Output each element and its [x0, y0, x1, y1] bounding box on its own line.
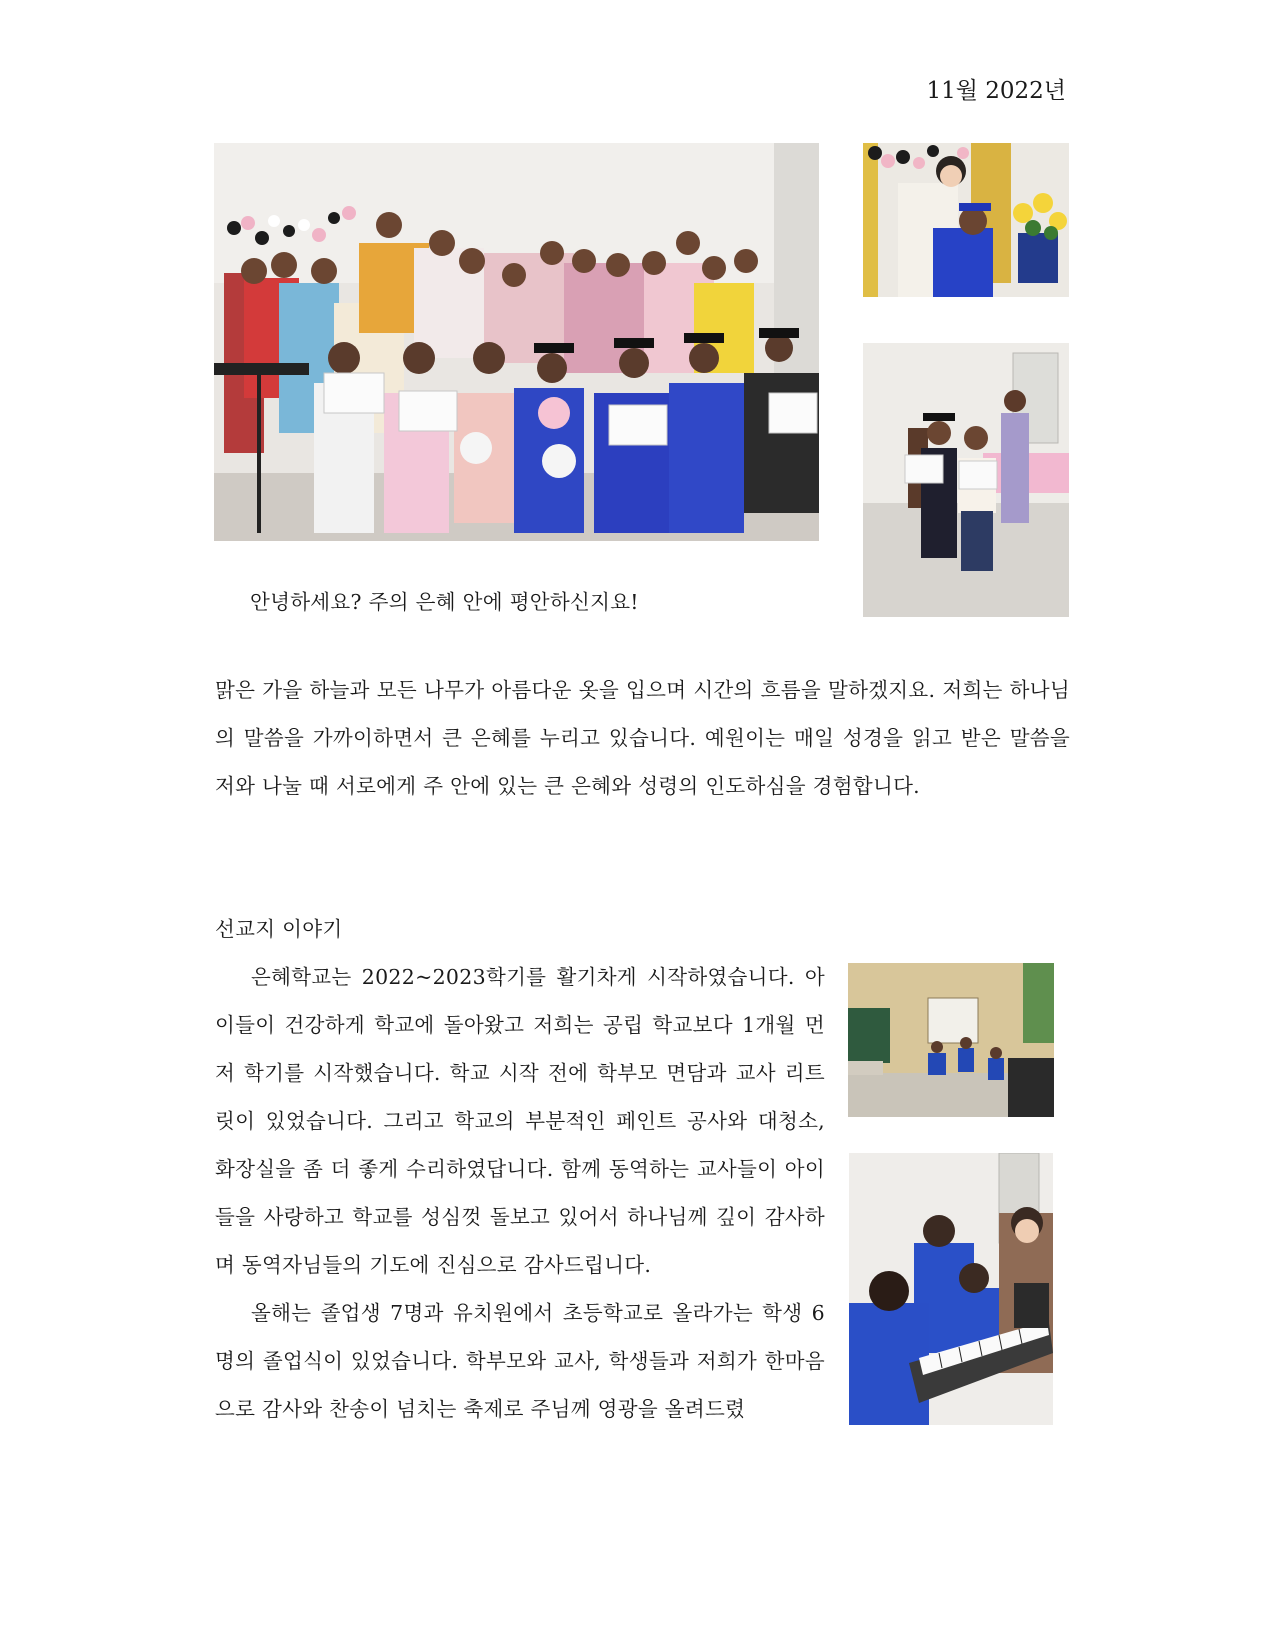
- classroom-photo: [848, 963, 1054, 1117]
- mission-paragraph-2: 올해는 졸업생 7명과 유치원에서 초등학교로 올라가는 학생 6명의 졸업식이 있었습니다. 학부모와 교사, 학생들과 저희가 한마음으로 감사와 찬송이 넘치는 축제로 주님께 영광을 올려드렸: [215, 1301, 825, 1421]
- graduation-group-photo: [214, 143, 819, 541]
- intro-paragraph-text: 맑은 가을 하늘과 모든 나무가 아름다운 옷을 입으며 시간의 흐름을 말하겠지요. 저희는 하나님의 말씀을 가까이하면서 큰 은혜를 누리고 있습니다. 예원이는 매일 성경을 읽고 받은 말씀을 저와 나눌 때 서로에게 주 안에 있는 큰 은혜와 성령의 인도하심을 경험합니다.: [215, 678, 1070, 798]
- students-keyboard-photo: [849, 1153, 1053, 1425]
- date-line: 11월 2022년: [926, 78, 1066, 104]
- intro-paragraph: [215, 666, 1070, 810]
- greeting-line: 안녕하세요? 주의 은혜 안에 평안하신지요!: [250, 590, 639, 614]
- mission-story: [215, 953, 825, 1433]
- section-heading: 선교지 이야기: [215, 917, 343, 941]
- two-graduates-photo: [863, 343, 1069, 617]
- mission-paragraph-1: 은혜학교는 2022~2023학기를 활기차게 시작하였습니다. 아이들이 건강하게 학교에 돌아왔고 저희는 공립 학교보다 1개월 먼저 학기를 시작했습니다. 학교 시작 전에 학부모 면담과 교사 리트릿이 있었습니다. 그리고 학교의 부분적인 페인트 공사와 대청소, 화장실을 좀 더 좋게 수리하였답니다. 함께 동역하는 교사들이 아이들을 사랑하고 학교를 성심껏 돌보고 있어서 하나님께 깊이 감사하며 동역자님들의 기도에 진심으로 감사드립니다.: [215, 965, 825, 1277]
- teacher-with-graduate-photo: [863, 143, 1069, 297]
